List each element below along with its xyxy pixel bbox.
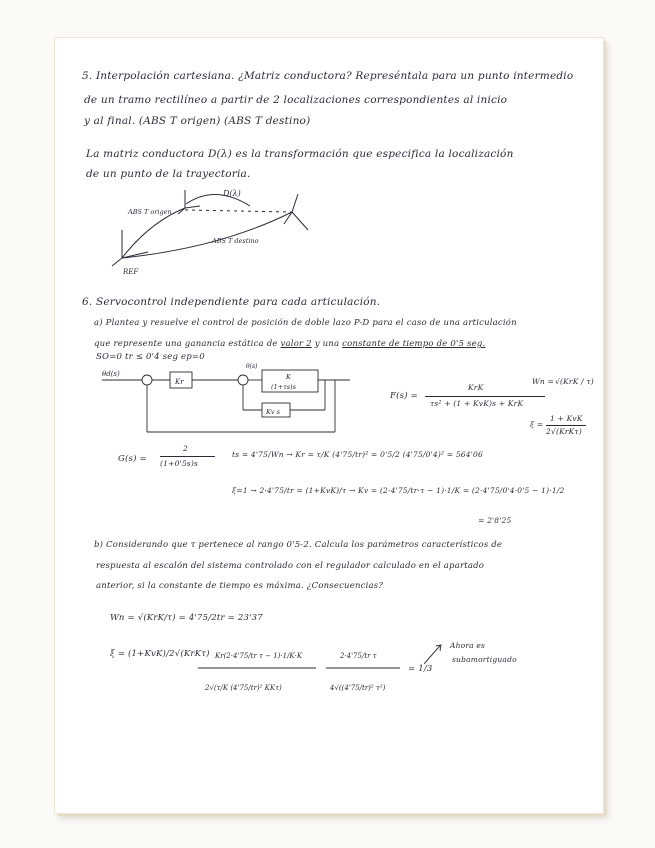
eq-wn2: Wn = √(KrK/τ) = 4'75/2tr = 23'37: [110, 613, 263, 623]
q5-answer2: de un punto de la trayectoria.: [86, 168, 251, 180]
svg-text:2√(τ/K (4'75/tr)² KKτ): 2√(τ/K (4'75/tr)² KKτ): [205, 684, 282, 692]
wn-label: Wn =: [532, 377, 555, 386]
q6-b-line2: respuesta al escalón del sistema controlado con el regulador calculado en el apartado: [96, 561, 485, 571]
d-label: D(λ): [223, 189, 241, 198]
q6-title: 6. Servocontrol independiente para cada articulación.: [82, 296, 381, 308]
q6-specs: SO=0 tr ≤ 0'4 seg ep=0: [96, 352, 205, 362]
q6-b-line3: anterior, si la constante de tiempo es máxima. ¿Consecuencias?: [96, 581, 384, 591]
eq-kv-result: = 2'8'25: [478, 516, 512, 525]
block-plant-den: (1+τs)s: [271, 383, 296, 391]
fs-label: F(s) =: [390, 391, 418, 401]
eq-kv: ξ=1 → 2·4'75/tr = (1+KvK)/τ → Kv = (2·4'75/tr·τ − 1)·1/K = (2·4'75/0'4·0'5 − 1)·1/2: [232, 486, 565, 495]
gs-den: (1+0'5s)s: [160, 459, 199, 468]
q5-line1: 5. Interpolación cartesiana. ¿Matriz conductora? Represéntala para un punto intermedio: [82, 70, 574, 82]
block-out: θ(s): [246, 363, 258, 370]
eq-ts: ts = 4'75/Wn → Kr = τ/K (4'75/tr)² = 0'5/2 (4'75/0'4)² = 564'06: [232, 450, 483, 459]
q5-line2: de un tramo rectilíneo a partir de 2 localizaciones correspondientes al inicio: [84, 94, 508, 106]
svg-text:4√((4'75/tr)² τ²): 4√((4'75/tr)² τ²): [330, 684, 386, 692]
wn-expr: √(KrK / τ): [555, 377, 594, 386]
eq-xi2: ξ = (1+KvK)/2√(KrKτ): [110, 649, 210, 659]
fs-num: KrK: [468, 383, 484, 392]
block-input: θd(s): [102, 370, 120, 378]
svg-text:Kr(2·4'75/tr τ − 1)·1/K·K: Kr(2·4'75/tr τ − 1)·1/K·K: [215, 652, 303, 660]
xi-num: 1 + KvK: [550, 414, 583, 423]
dest-label: ABS T destino: [212, 237, 259, 245]
q5-line3: y al final. (ABS T origen) (ABS T destino): [84, 115, 311, 127]
ref-label: REF: [123, 268, 139, 276]
gs-label: G(s) =: [118, 454, 147, 464]
gs-num: 2: [183, 444, 188, 453]
origin-label: ABS T origen: [128, 208, 172, 216]
q6-b-line1: b) Considerando que τ pertenece al rango 0'5-2. Calcula los parámetros característicos de: [94, 540, 503, 550]
q5-answer1: La matriz conductora D(λ) es la transformación que especifica la localización: [86, 148, 514, 160]
block-kv: Kv s: [266, 408, 280, 416]
q6-a-line2: que represente una ganancia estática de valor 2 y una constante de tiempo de 0'5 seg.: [94, 339, 486, 349]
block-plant-num: K: [286, 373, 291, 381]
xi-label: ξ =: [530, 420, 544, 429]
note-line2: subamortiguado: [452, 655, 517, 664]
block-kr: Kr: [175, 378, 184, 386]
svg-text:2·4'75/tr τ: 2·4'75/tr τ: [340, 652, 377, 660]
xi-den: 2√(KrKτ): [546, 427, 582, 436]
eq-xi2-result: = 1/3: [408, 664, 433, 674]
fs-den: τs² + (1 + KvK)s + KrK: [430, 399, 524, 408]
q6-a-line1: a) Plantea y resuelve el control de posición de doble lazo P-D para el caso de una articulación: [94, 318, 517, 328]
note-line1: Ahora es: [450, 641, 486, 650]
